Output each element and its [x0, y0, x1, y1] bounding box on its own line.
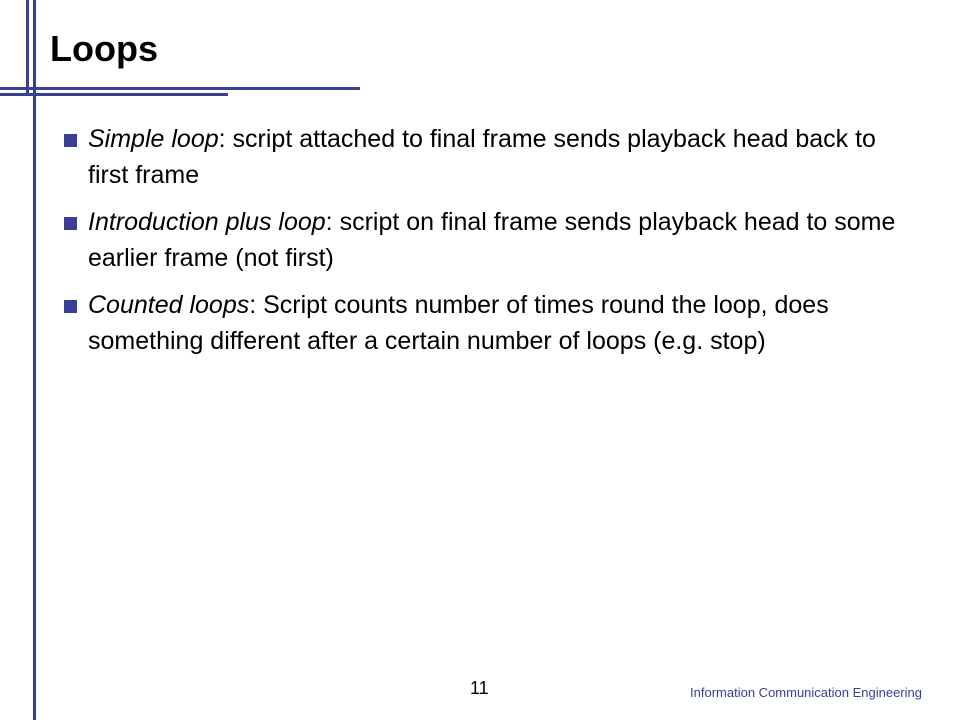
bullet-item — [60, 204, 920, 276]
square-bullet-icon — [64, 300, 77, 313]
bullet-text: : Script counts number of times round the loop, does something different after a certain number of loops (e.g. stop) — [88, 291, 829, 355]
decorative-vertical-line-left — [26, 0, 29, 96]
bullet-term: Counted loops — [88, 291, 250, 319]
bullet-item — [60, 121, 920, 193]
decorative-horizontal-line-upper — [0, 87, 360, 90]
bullet-term: Introduction plus loop — [88, 208, 326, 236]
square-bullet-icon — [64, 217, 77, 230]
page-number: 11 — [470, 678, 489, 698]
bullet-text: : script on final frame sends playback head to some earlier frame (not first) — [88, 208, 896, 272]
decorative-horizontal-line-lower — [0, 93, 228, 96]
decorative-vertical-line-right — [33, 0, 36, 720]
bullet-list — [60, 121, 920, 370]
footer-text: Information Communication Engineering — [690, 685, 922, 700]
bullet-item — [60, 287, 920, 359]
bullet-term: Simple loop — [88, 125, 219, 153]
bullet-text: : script attached to final frame sends playback head back to first frame — [88, 125, 876, 189]
square-bullet-icon — [64, 134, 77, 147]
slide-title: Loops — [50, 28, 158, 69]
